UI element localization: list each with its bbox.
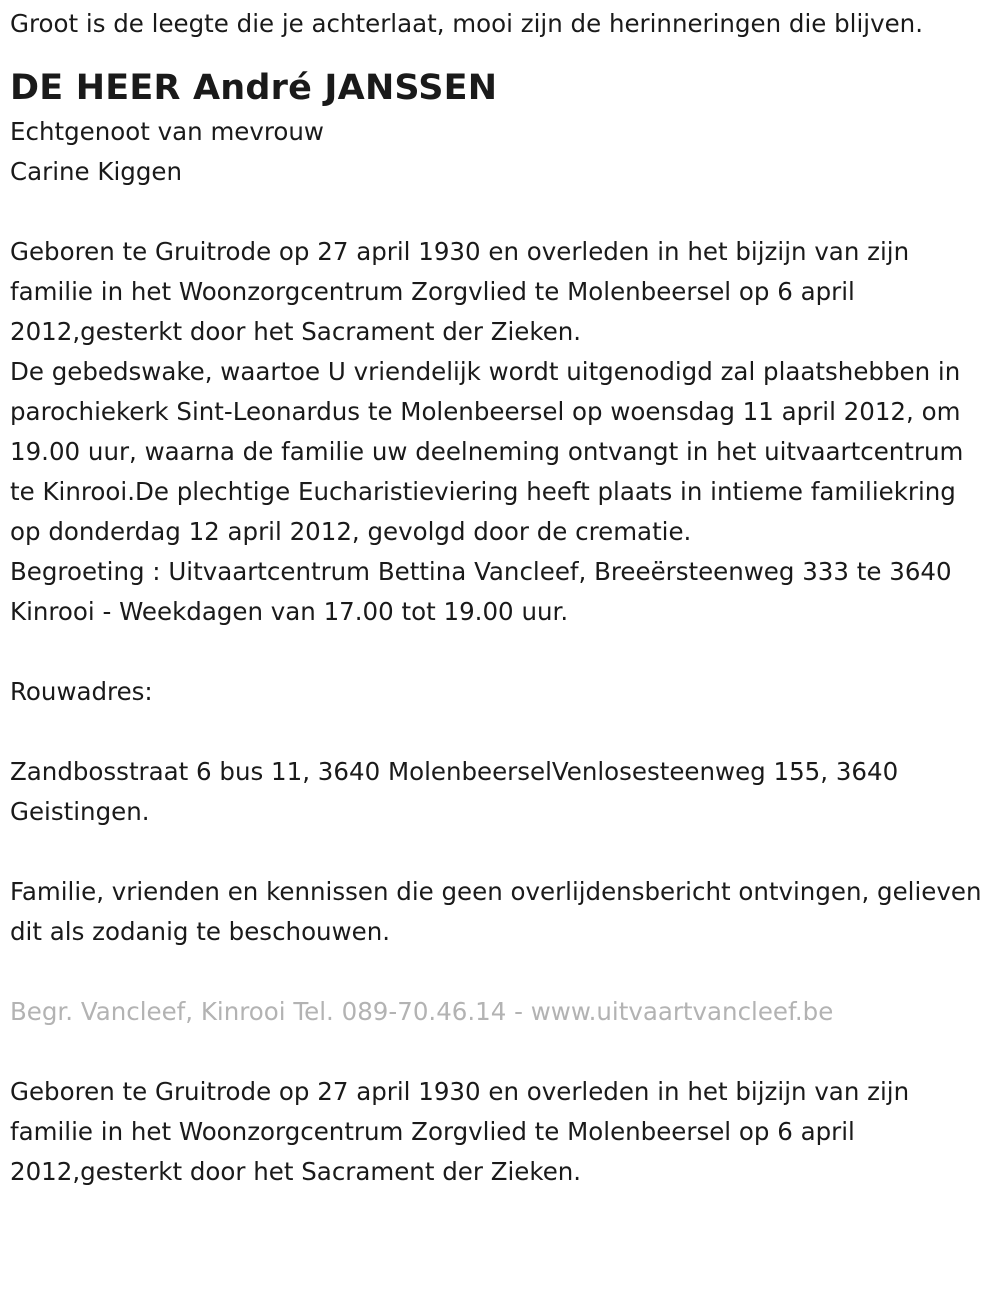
birth-death-paragraph-repeat: Geboren te Gruitrode op 27 april 1930 en overleden in het bijzijn van zijn familie in het Woonzorgcentrum Zorgvlied te Molenbeersel op 6 april 2012,gesterkt door het Sacrament der Zieken. (10, 1077, 910, 1186)
birth-death-paragraph: Geboren te Gruitrode op 27 april 1930 en overleden in het bijzijn van zijn familie in het Woonzorgcentrum Zorgvlied te Molenbeersel op 6 april 2012,gesterkt door het Sacrament der Zieken. (10, 237, 910, 346)
spacer (10, 632, 990, 672)
spacer (10, 952, 990, 992)
spouse-name: Carine Kiggen (10, 157, 182, 186)
memorial-quote: Groot is de leegte die je achterlaat, mooi zijn de herinneringen die blijven. (10, 9, 923, 38)
spacer (10, 832, 990, 872)
wake-paragraph: De gebedswake, waartoe U vriendelijk wordt uitgenodigd zal plaatshebben in parochiekerk Sint-Leonardus te Molenbeersel op woensdag 11 april 2012, om 19.00 uur, waarna de familie uw deelneming ontvangt in het uitvaartcentrum te Kinrooi.De plechtige Eucharistieviering heeft plaats in intieme familiekring op donderdag 12 april 2012, gevolgd door de crematie. (10, 357, 964, 546)
spacer (10, 1032, 990, 1072)
spacer (10, 192, 990, 232)
greeting-paragraph: Begroeting : Uitvaartcentrum Bettina Vancleef, Breeërsteenweg 333 te 3640 Kinrooi - Weekdagen van 17.00 tot 19.00 uur. (10, 557, 952, 626)
funeral-home-info: Begr. Vancleef, Kinrooi Tel. 089-70.46.14 - www.uitvaartvancleef.be (10, 997, 834, 1026)
mourning-address: Zandbosstraat 6 bus 11, 3640 MolenbeerselVenlosesteenweg 155, 3640 Geistingen. (10, 757, 899, 826)
spacer (10, 712, 990, 752)
spouse-block (10, 112, 990, 192)
mourning-address-label: Rouwadres: (10, 677, 153, 706)
deceased-name: DE HEER André JANSSEN (10, 68, 498, 108)
spouse-label: Echtgenoot van mevrouw (10, 117, 324, 146)
family-notice: Familie, vrienden en kennissen die geen overlijdensbericht ontvingen, gelieven dit als zodanig te beschouwen. (10, 877, 982, 946)
